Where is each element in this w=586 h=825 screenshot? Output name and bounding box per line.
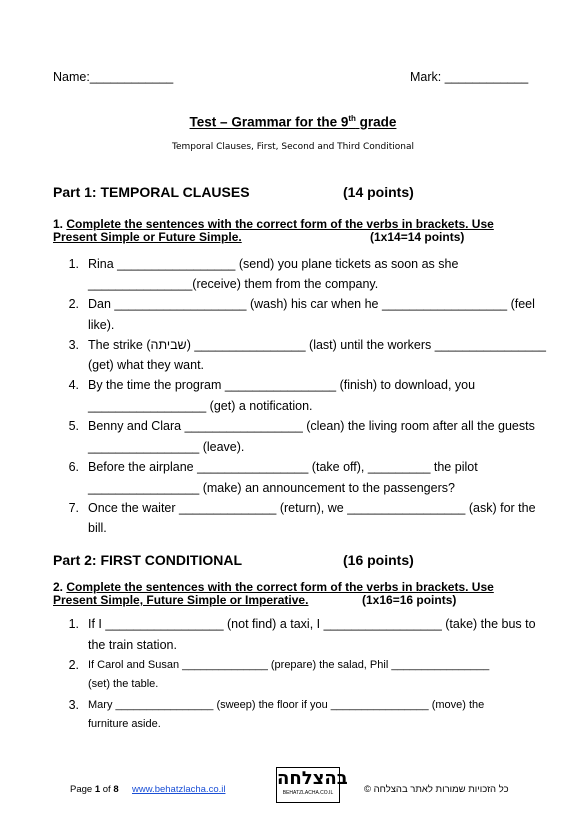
p1-item-2-number: 2. <box>68 297 79 311</box>
p1-item-3-line2: (get) what they want. <box>88 358 205 372</box>
p1-item-4-line2: _________________ (get) a notification. <box>88 399 313 413</box>
p1-item-7-line1: Once the waiter ______________ (return), we _________________ (ask) for the <box>88 501 536 515</box>
title-superscript: th <box>348 114 356 123</box>
p2-item-1-line1: If I _________________ (not find) a taxi, I _________________ (take) the bus to <box>88 617 536 631</box>
p1-item-6-line1: Before the airplane ________________ (take off), _________ the pilot <box>88 460 478 474</box>
p1-item-4-line1: By the time the program ________________ (finish) to download, you <box>88 378 476 392</box>
p1-item-7-line2: bill. <box>88 521 107 535</box>
copyright-notice: כל הזכויות שמורות לאתר בהצלחה © <box>364 784 509 795</box>
mark-field-label: Mark: ____________ <box>410 70 529 84</box>
part2-instruction-score: (1x16=16 points) <box>362 593 457 607</box>
p2-item-1-line2: the train station. <box>88 638 177 652</box>
title-main: Test – Grammar for the 9 <box>189 114 349 130</box>
p1-item-2-line1: Dan ___________________ (wash) his car when he __________________ (feel <box>88 297 535 311</box>
title-suffix: grade <box>355 114 397 130</box>
page-number <box>70 784 119 795</box>
logo-text: בהצלחה <box>277 768 348 789</box>
part1-instruction-line2-wrap <box>53 231 242 244</box>
p2-item-1-number: 1. <box>68 617 79 631</box>
part1-instruction-line1: Complete the sentences with the correct form of the verbs in brackets. Use <box>66 217 494 231</box>
p1-item-6-line2: ________________ (make) an announcement to the passengers? <box>88 481 455 495</box>
part2-instruction-number: 2. <box>53 580 64 594</box>
page-subtitle: Temporal Clauses, First, Second and Third Conditional <box>172 142 414 152</box>
name-field-label: Name:____________ <box>53 70 174 84</box>
site-logo <box>276 767 348 803</box>
p2-item-3-line1: Mary ________________ (sweep) the floor if you ________________ (move) the <box>88 699 485 711</box>
p1-item-4-number: 4. <box>68 378 79 392</box>
p1-item-7-number: 7. <box>68 501 79 515</box>
p1-item-5-number: 5. <box>68 419 79 433</box>
part1-instruction-number: 1. <box>53 217 64 231</box>
p2-item-3-number: 3. <box>68 698 79 712</box>
part1-heading: Part 1: TEMPORAL CLAUSES <box>53 184 250 200</box>
part2-points: (16 points) <box>343 552 414 568</box>
part1-instruction-score: (1x14=14 points) <box>370 230 465 244</box>
p1-item-1-line1: Rina _________________ (send) you plane tickets as soon as she <box>88 257 459 271</box>
p1-item-1-number: 1. <box>68 257 79 271</box>
part2-instruction-line2-wrap <box>53 594 308 607</box>
p2-item-3-line2: furniture aside. <box>88 718 161 730</box>
page-title <box>0 114 586 130</box>
p1-item-3-number: 3. <box>68 338 79 352</box>
part2-heading: Part 2: FIRST CONDITIONAL <box>53 552 243 568</box>
part1-instruction-line2: Present Simple or Future Simple. <box>53 230 242 244</box>
part1-points: (14 points) <box>343 184 414 200</box>
part2-instruction-line2: Present Simple, Future Simple or Imperative. <box>53 593 309 607</box>
p1-item-3-line1: The strike (שביתה) ________________ (last) until the workers ________________ <box>88 338 546 352</box>
p1-item-5-line1: Benny and Clara _________________ (clean) the living room after all the guests <box>88 419 535 433</box>
page-number-of: of <box>100 784 114 795</box>
page-number-prefix: Page <box>70 784 95 795</box>
page-number-total: 8 <box>113 784 119 795</box>
p2-item-2-line2: (set) the table. <box>88 678 159 690</box>
p1-item-6-number: 6. <box>68 460 79 474</box>
page-number-current: 1 <box>94 784 101 795</box>
p1-item-1-line2: _______________(receive) them from the company. <box>88 277 379 291</box>
p1-item-5-line2: ________________ (leave). <box>88 440 245 454</box>
p1-item-2-line2: like). <box>88 318 115 332</box>
p2-item-2-line1: If Carol and Susan ______________ (prepare) the salad, Phil ________________ <box>88 659 490 671</box>
part2-instruction-line1: Complete the sentences with the correct form of the verbs in brackets. Use <box>66 580 494 594</box>
p2-item-2-number: 2. <box>68 658 79 672</box>
logo-subtext: BEHATZLACHA.CO.IL <box>282 790 334 796</box>
website-link[interactable]: www.behatzlacha.co.il <box>132 784 226 795</box>
